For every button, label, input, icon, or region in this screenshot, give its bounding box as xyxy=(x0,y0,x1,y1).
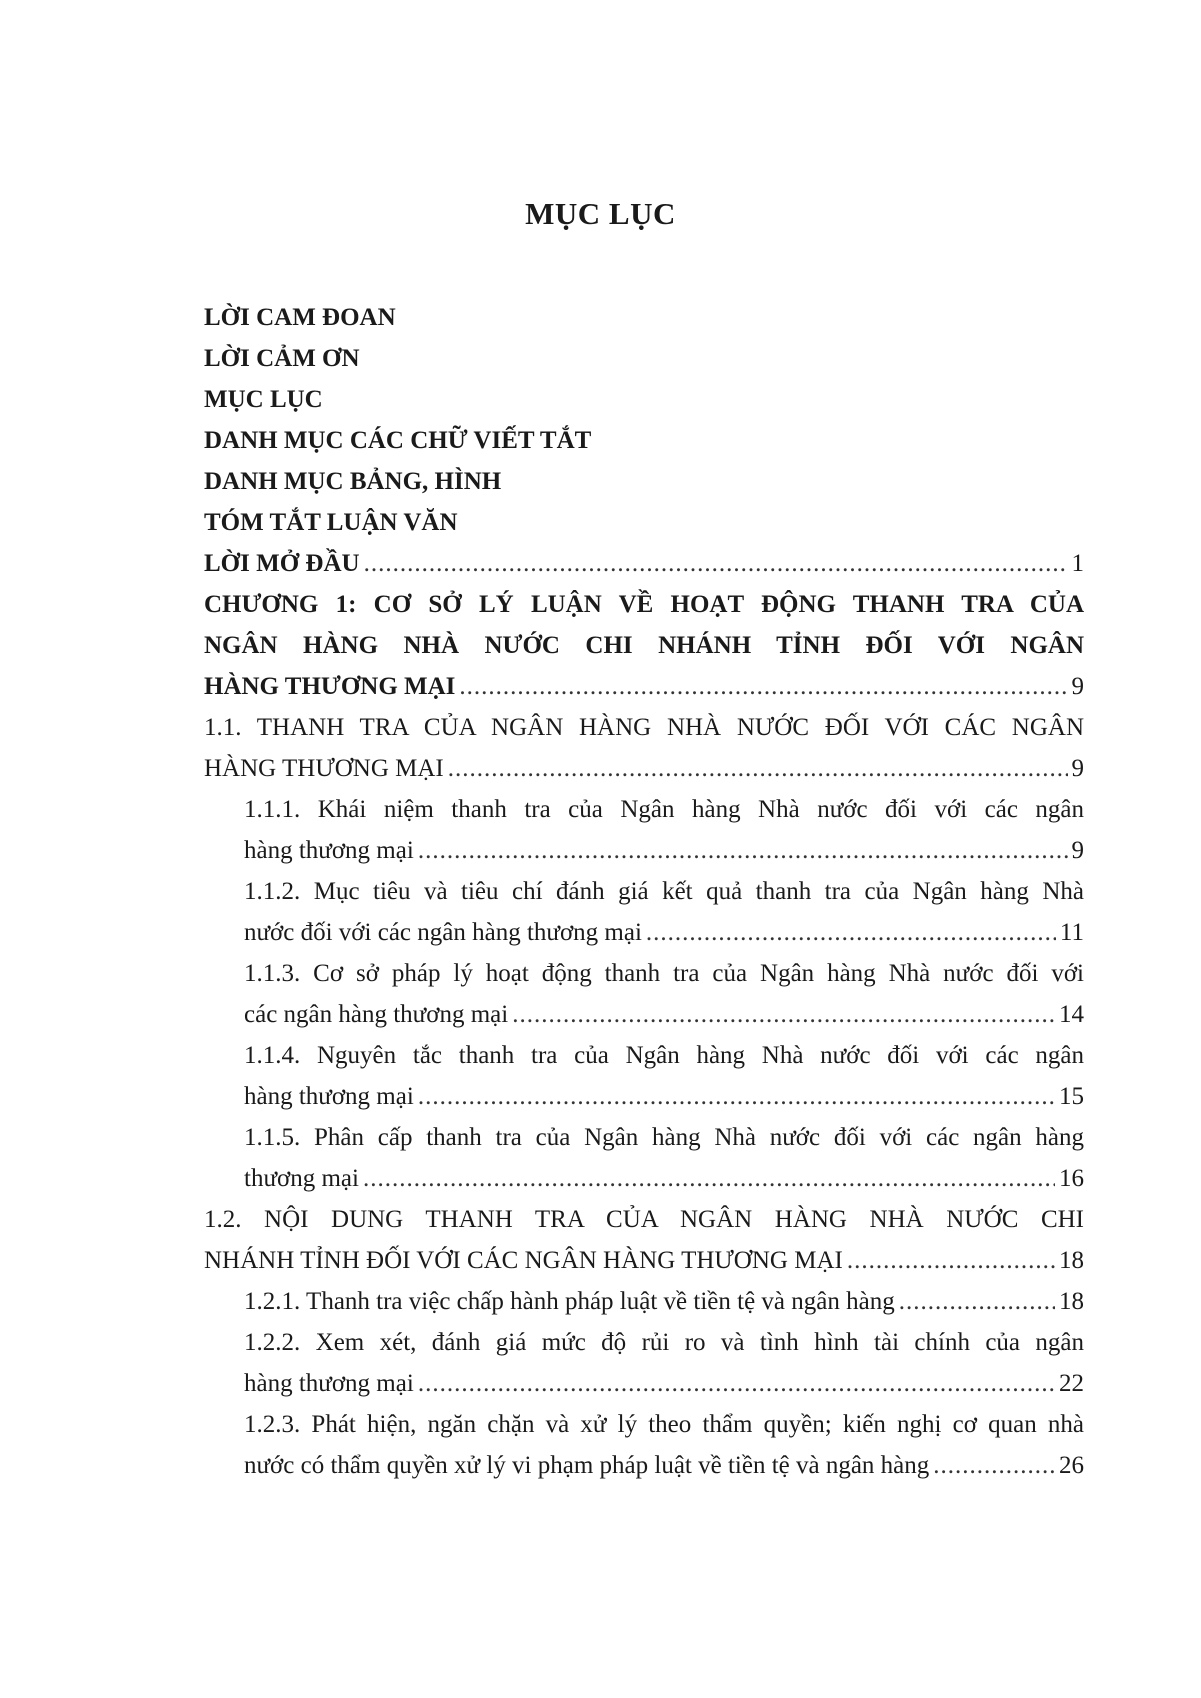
toc-entry-line: 1.1.4. Nguyên tắc thanh tra của Ngân hàng Nhà nước đối với các ngân xyxy=(244,1042,1084,1069)
toc-entry-line: hàng thương mại xyxy=(244,1370,414,1397)
toc-entry-line: NHÁNH TỈNH ĐỐI VỚI CÁC NGÂN HÀNG THƯƠNG MẠI xyxy=(204,1247,843,1274)
toc-entry-line: 1.1.2. Mục tiêu và tiêu chí đánh giá kết quả thanh tra của Ngân hàng Nhà xyxy=(244,878,1084,905)
toc-page-number: 18 xyxy=(1059,1288,1084,1315)
toc-entry-line: hàng thương mại xyxy=(244,837,414,864)
toc-entry-line: 1.2. NỘI DUNG THANH TRA CỦA NGÂN HÀNG NHÀ NƯỚC CHI xyxy=(204,1206,1084,1233)
toc-entry[interactable] xyxy=(244,871,1084,953)
dot-leader xyxy=(847,1240,1055,1281)
toc-entry-line: LỜI CẢM ƠN xyxy=(204,345,360,372)
toc-entry-line: hàng thương mại xyxy=(244,1083,414,1110)
toc-page-number: 26 xyxy=(1059,1452,1084,1479)
toc-entry[interactable] xyxy=(244,1322,1084,1404)
toc-entry[interactable] xyxy=(244,1404,1084,1486)
toc-entry[interactable] xyxy=(204,379,1084,420)
toc-entry[interactable] xyxy=(204,461,1084,502)
toc-page-number: 9 xyxy=(1071,837,1084,864)
toc-entry-line: nước đối với các ngân hàng thương mại xyxy=(244,919,642,946)
toc-page-number: 9 xyxy=(1071,673,1084,700)
toc-page-number: 15 xyxy=(1059,1083,1084,1110)
toc-page-number: 1 xyxy=(1071,550,1084,577)
toc-entry[interactable] xyxy=(204,543,1084,584)
dot-leader xyxy=(899,1281,1055,1322)
toc-entry-line: CHƯƠNG 1: CƠ SỞ LÝ LUẬN VỀ HOẠT ĐỘNG THANH TRA CỦA xyxy=(204,591,1084,618)
dot-leader xyxy=(418,830,1068,871)
toc-entry-line: DANH MỤC CÁC CHỮ VIẾT TẮT xyxy=(204,427,592,454)
toc-entry-line: 1.1.5. Phân cấp thanh tra của Ngân hàng Nhà nước đối với các ngân hàng xyxy=(244,1124,1084,1151)
toc-entry[interactable] xyxy=(204,1199,1084,1281)
toc-entry-line: DANH MỤC BẢNG, HÌNH xyxy=(204,468,502,495)
toc-entry-line: TÓM TẮT LUẬN VĂN xyxy=(204,509,458,536)
toc-entry[interactable] xyxy=(204,338,1084,379)
toc-entry-line: HÀNG THƯƠNG MẠI xyxy=(204,673,456,700)
toc-entry[interactable] xyxy=(244,953,1084,1035)
toc-entry-line: 1.1.1. Khái niệm thanh tra của Ngân hàng Nhà nước đối với các ngân xyxy=(244,796,1084,823)
toc-page-number: 22 xyxy=(1059,1370,1084,1397)
toc-entry[interactable] xyxy=(204,420,1084,461)
toc-entry[interactable] xyxy=(244,789,1084,871)
dot-leader xyxy=(363,1158,1055,1199)
dot-leader xyxy=(646,912,1056,953)
toc-entry-line: 1.1. THANH TRA CỦA NGÂN HÀNG NHÀ NƯỚC ĐỐI VỚI CÁC NGÂN xyxy=(204,714,1084,741)
toc-entry[interactable] xyxy=(204,502,1084,543)
toc-entry-line: 1.2.1. Thanh tra việc chấp hành pháp luật về tiền tệ và ngân hàng xyxy=(244,1288,895,1315)
toc-page-number: 14 xyxy=(1059,1001,1084,1028)
toc-entry-line: nước có thẩm quyền xử lý vi phạm pháp luật về tiền tệ và ngân hàng xyxy=(244,1452,930,1479)
dot-leader xyxy=(418,1076,1055,1117)
toc-entry-line: NGÂN HÀNG NHÀ NƯỚC CHI NHÁNH TỈNH ĐỐI VỚI NGÂN xyxy=(204,632,1084,659)
toc-entry-line: 1.2.3. Phát hiện, ngăn chặn và xử lý theo thẩm quyền; kiến nghị cơ quan nhà xyxy=(244,1411,1084,1438)
dot-leader xyxy=(459,666,1067,707)
toc-entry[interactable] xyxy=(244,1281,1084,1322)
toc-entry-line: HÀNG THƯƠNG MẠI xyxy=(204,755,444,782)
toc-entry-line: các ngân hàng thương mại xyxy=(244,1001,509,1028)
toc-page-number: 11 xyxy=(1059,919,1084,946)
toc-entry-line: MỤC LỤC xyxy=(204,386,323,413)
dot-leader xyxy=(933,1445,1055,1486)
dot-leader xyxy=(448,748,1068,789)
page-title: MỤC LỤC xyxy=(525,196,676,231)
toc-entry-line: LỜI MỞ ĐẦU xyxy=(204,550,360,577)
toc-entry[interactable] xyxy=(204,297,1084,338)
table-of-contents xyxy=(0,297,1201,1486)
toc-entry-line: 1.1.3. Cơ sở pháp lý hoạt động thanh tra của Ngân hàng Nhà nước đối với xyxy=(244,960,1084,987)
dot-leader xyxy=(512,994,1055,1035)
toc-entry[interactable] xyxy=(204,584,1084,707)
toc-entry[interactable] xyxy=(244,1117,1084,1199)
toc-entry[interactable] xyxy=(244,1035,1084,1117)
toc-page-number: 9 xyxy=(1071,755,1084,782)
toc-page-number: 16 xyxy=(1059,1165,1084,1192)
toc-entry-line: LỜI CAM ĐOAN xyxy=(204,304,396,331)
toc-entry[interactable] xyxy=(204,707,1084,789)
toc-entry-line: 1.2.2. Xem xét, đánh giá mức độ rủi ro và tình hình tài chính của ngân xyxy=(244,1329,1084,1356)
dot-leader xyxy=(364,543,1068,584)
dot-leader xyxy=(418,1363,1055,1404)
toc-page-number: 18 xyxy=(1059,1247,1084,1274)
toc-entry-line: thương mại xyxy=(244,1165,359,1192)
